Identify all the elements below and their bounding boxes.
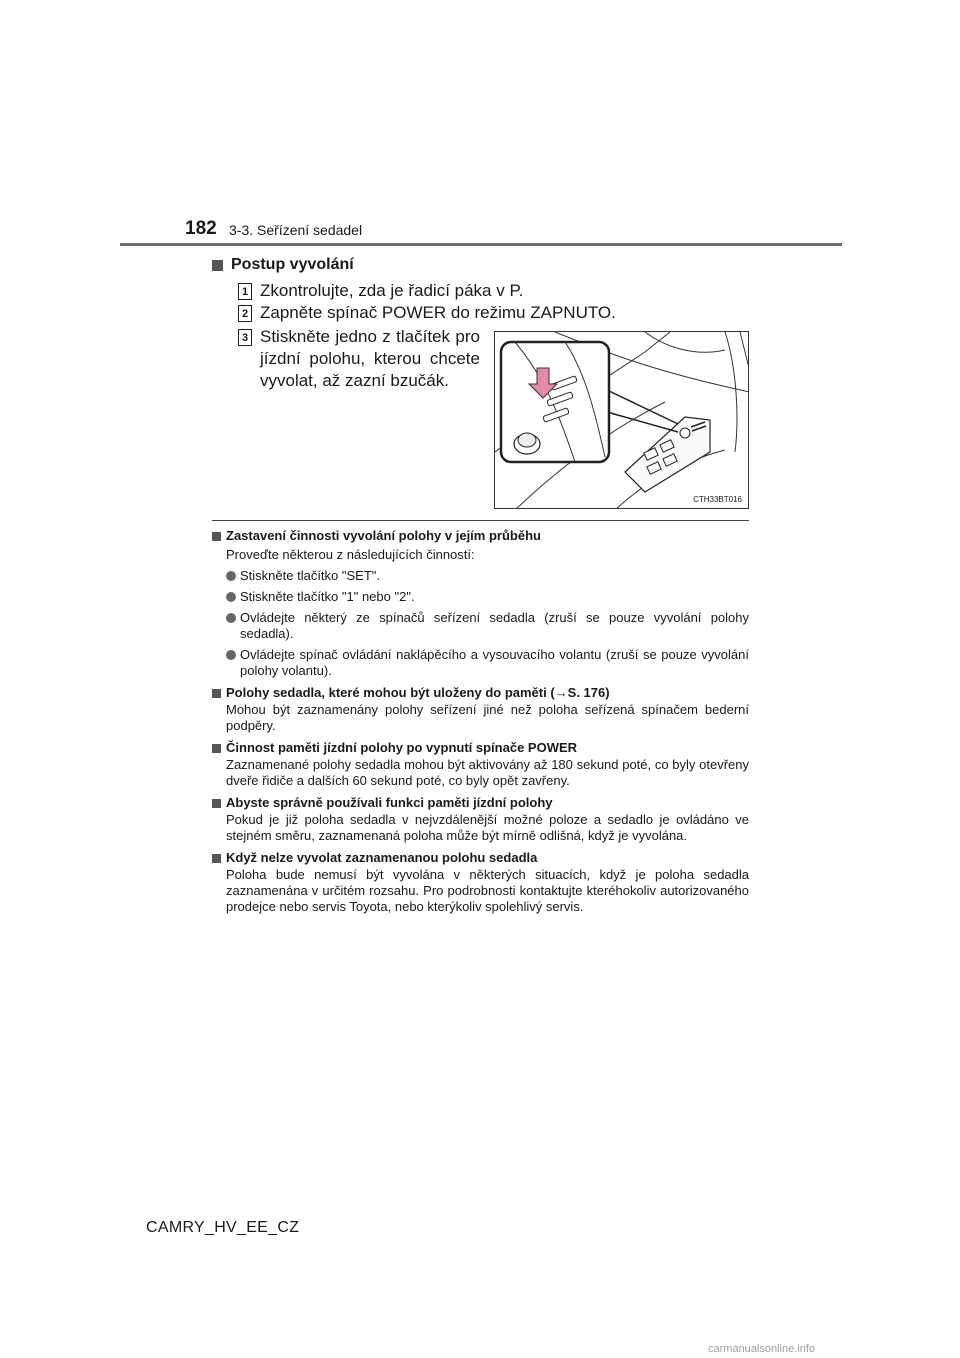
note-heading [212,528,749,544]
figure-code: CTH33BT016 [693,495,742,504]
square-bullet-icon [212,799,221,808]
square-bullet-icon [212,532,221,541]
note-heading-text: Když nelze vyvolat zaznamenanou polohu sedadla [226,850,538,865]
notes-divider [212,520,749,521]
note-body: Zaznamenané polohy sedadla mohou být aktivovány až 180 sekund poté, co byly otevřeny dveře řidiče a dalších 60 sekund poté, co byly opět zavřeny. [226,757,749,788]
procedure-heading [212,256,354,274]
step-number-1: 1 [238,283,252,300]
list-item [226,568,749,584]
note-heading [212,740,749,756]
door-panel-drawing [495,332,749,509]
note-intro: Proveďte některou z následujících činností: [226,547,475,562]
step-text-1: Zkontrolujte, zda je řadicí páka v P. [260,281,524,300]
step-text-3: Stiskněte jedno z tlačítek pro jízdní polohu, kterou chcete vyvolat, až zazní bzučák. [260,327,480,390]
note-body: Pokud je již poloha sedadla v nejvzdálenější možné poloze a sedadlo je ovládáno ve stejném směru, zaznamenaná poloha může být mírně odlišná, když je vyvolána. [226,812,749,843]
procedure-heading-text: Postup vyvolání [231,256,354,273]
notes-section [212,528,749,915]
list-item [226,647,749,679]
circle-bullet-icon [226,571,236,581]
circle-bullet-icon [226,613,236,623]
note-heading-text: Abyste správně používali funkci paměti jízdní polohy [226,795,553,810]
section-title: 3-3. Seřízení sedadel [229,222,363,238]
note-heading [212,850,749,866]
note-heading-text: Zastavení činnosti vyvolání polohy v jejím průběhu [226,528,541,543]
header-divider [120,243,842,246]
square-bullet-icon [212,854,221,863]
list-item-text: Ovládejte některý ze spínačů seřízení sedadla (zruší se pouze vyvolání polohy sedadla). [240,610,749,641]
circle-bullet-icon [226,650,236,660]
list-item-text: Stiskněte tlačítko "1" nebo "2". [240,589,415,604]
list-item-text: Ovládejte spínač ovládání naklápěcího a vysouvacího volantu (zruší se pouze vyvolání polohy volantu). [240,647,749,678]
note-heading-text: Polohy sedadla, které mohou být uloženy do paměti (→S. 176) [226,685,610,700]
memory-button-illustration [494,331,749,509]
list-item-text: Stiskněte tlačítko "SET". [240,568,381,583]
page-number: 182 [185,218,217,239]
note-body: Mohou být zaznamenány polohy seřízení jiné než poloha seřízená spínačem bederní podpěry. [226,702,749,733]
note-heading [212,685,749,701]
list-item [226,589,749,605]
note-heading-text: Činnost paměti jízdní polohy po vypnutí spínače POWER [226,740,578,755]
square-bullet-icon [212,744,221,753]
step-number-3: 3 [238,329,252,346]
square-bullet-icon [212,689,221,698]
document-code: CAMRY_HV_EE_CZ [146,1219,300,1236]
note-heading [212,795,749,811]
note-body: Poloha bude nemusí být vyvolána v některých situacích, když je poloha sedadla zaznamenána v určitém rozsahu. Pro podrobnosti kontaktujte kteréhokoliv autorizovaného prodejce nebo servis Toyota, nebo kterýkoliv spolehlivý servis. [226,867,749,914]
square-bullet-icon [212,260,223,271]
step-text-2: Zapněte spínač POWER do režimu ZAPNUTO. [260,303,616,322]
step-number-2: 2 [238,305,252,322]
list-item [226,610,749,642]
watermark-text: carmanualsonline.info [708,1343,816,1355]
circle-bullet-icon [226,592,236,602]
